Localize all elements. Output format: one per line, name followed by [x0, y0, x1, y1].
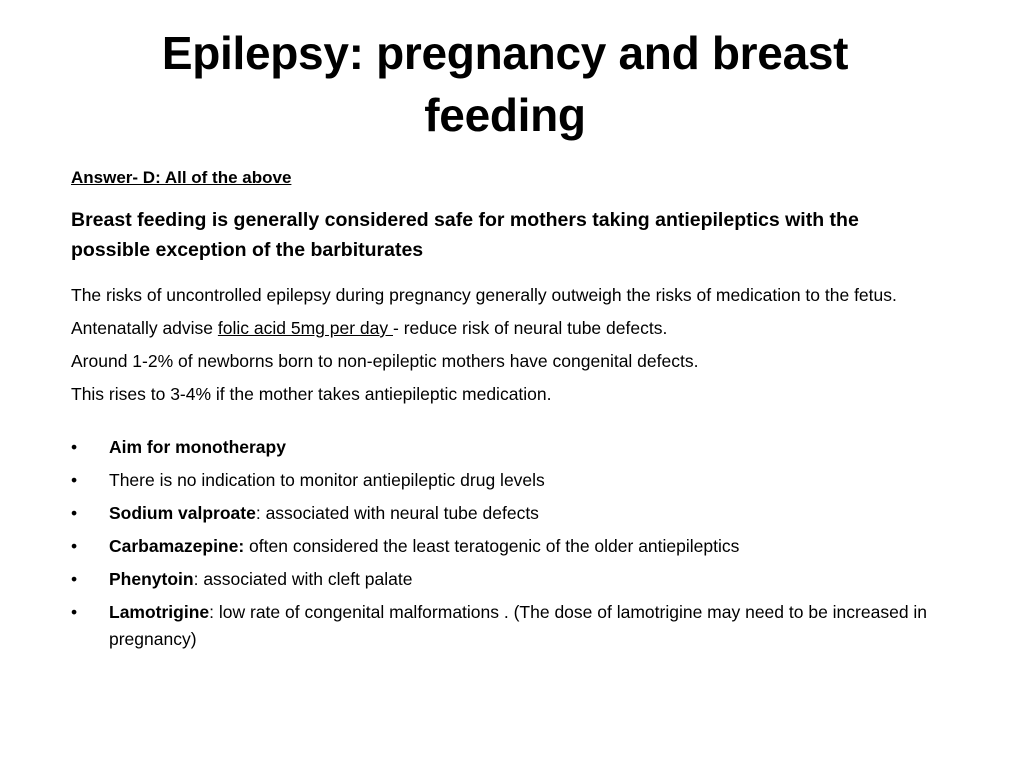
- slide-body: [71, 166, 941, 659]
- bullet-item-drug-levels: [71, 467, 941, 494]
- bullet-dot-icon: •: [71, 437, 78, 457]
- bullet-bold: Phenytoin: [109, 569, 194, 589]
- paragraph-risks: The risks of uncontrolled epilepsy during pregnancy generally outweigh the risks of medication to the fetus.: [71, 285, 897, 305]
- bullet-item-carbamazepine: [71, 533, 941, 560]
- bullet-dot-icon: •: [71, 503, 78, 523]
- folic-prefix: Antenatally advise: [71, 318, 218, 338]
- paragraph-baseline-risk: Around 1-2% of newborns born to non-epileptic mothers have congenital defects.: [71, 351, 699, 371]
- folic-acid-dose: folic acid 5mg per day: [217, 318, 393, 338]
- bullet-dot-icon: •: [71, 536, 78, 556]
- bullet-bold: Lamotrigine: [109, 602, 210, 622]
- bullet-text: There is no indication to monitor antiepileptic drug levels: [109, 470, 545, 490]
- bullet-item-valproate: [71, 500, 941, 527]
- answer-line: Answer- D: All of the above: [71, 168, 292, 187]
- bullet-dot-icon: •: [71, 470, 78, 490]
- bullet-text: : low rate of congenital malformations . (The dose of lamotrigine may need to be increased in pregnancy): [109, 602, 928, 649]
- bullet-dot-icon: •: [71, 602, 78, 622]
- lead-statement: Breast feeding is generally considered safe for mothers taking antiepileptics with the possible exception of the barbiturates: [71, 209, 859, 261]
- bullet-bold: Carbamazepine:: [109, 536, 245, 556]
- bullet-dot-icon: •: [71, 569, 78, 589]
- bullet-item-lamotrigine: [71, 599, 941, 653]
- folic-suffix: - reduce risk of neural tube defects.: [393, 318, 668, 338]
- bullet-list: [71, 434, 941, 653]
- bullet-bold: Sodium valproate: [109, 503, 256, 523]
- bullet-bold: Aim for monotherapy: [109, 437, 286, 457]
- bullet-text: : associated with cleft palate: [193, 569, 413, 589]
- bullet-item-monotherapy: [71, 434, 941, 461]
- bullet-text: : associated with neural tube defects: [255, 503, 539, 523]
- bullet-text: often considered the least teratogenic of the older antiepileptics: [244, 536, 740, 556]
- slide-title: Epilepsy: pregnancy and breast feeding: [161, 27, 849, 141]
- paragraph-aed-risk: This rises to 3-4% if the mother takes antiepileptic medication.: [71, 384, 552, 404]
- bullet-item-phenytoin: [71, 566, 941, 593]
- paragraph-folic-acid: [71, 315, 941, 342]
